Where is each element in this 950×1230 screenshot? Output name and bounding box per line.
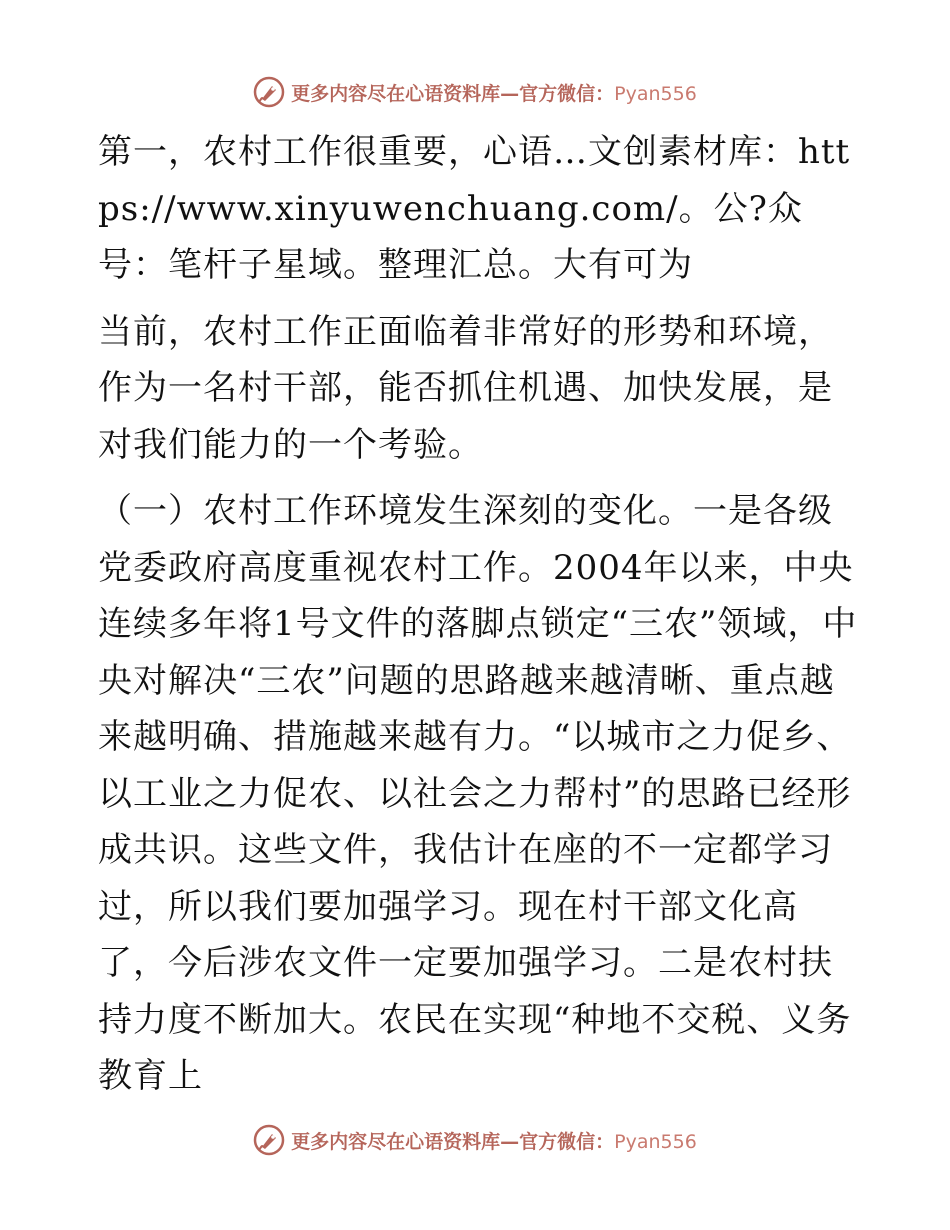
header-watermark-banner: [0, 72, 950, 112]
header-banner-text: 更多内容尽在心语资料库—官方微信：Pyan556: [291, 82, 697, 105]
document-body: [98, 124, 858, 1115]
footer-banner-text: 更多内容尽在心语资料库—官方微信：Pyan556: [291, 1130, 697, 1153]
paragraph-3: （一）农村工作环境发生深刻的变化。一是各级党委政府高度重视农村工作。2004年以来，中央连续多年将1号文件的落脚点锁定“三农”领域，中央对解决“三农”问题的思路越来越清晰、重点越来越明确、措施越来越有力。“以城市之力促乡、以工业之力促农、以社会之力帮村”的思路已经形成共识。这些文件，我估计在座的不一定都学习过，所以我们要加强学习。现在村干部文化高了，今后涉农文件一定要加强学习。二是农村扶持力度不断加大。农民在实现“种地不交税、义务教育上: [98, 491, 858, 1096]
paragraph-1: 第一，农村工作很重要，心语…文创素材库：https://www.xinyuwenchuang.com/。公?众号：笔杆子星域。整理汇总。大有可为: [98, 132, 851, 285]
footer-watermark-banner: [0, 1120, 950, 1160]
footer-banner-handle: Pyan556: [614, 1130, 697, 1153]
paragraph-2: 当前，农村工作正面临着非常好的形势和环境，作为一名村干部，能否抓住机遇、加快发展，是对我们能力的一个考验。: [98, 311, 833, 465]
pen-nib-logo-icon: [253, 76, 285, 108]
header-banner-handle: Pyan556: [614, 82, 697, 105]
pen-nib-logo-icon: [253, 1124, 285, 1156]
